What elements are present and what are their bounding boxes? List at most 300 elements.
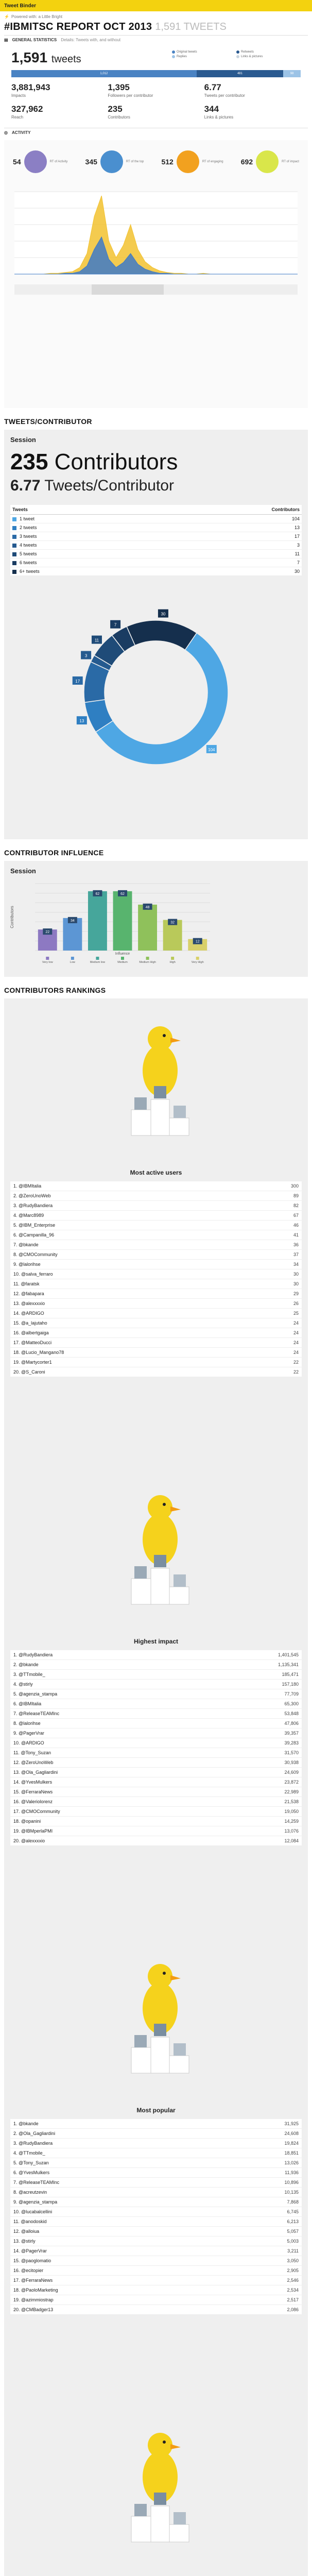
ranking-name[interactable]: 14. @ARDIGO <box>13 1311 44 1316</box>
tweet-type-legend <box>172 50 301 58</box>
ranking-name[interactable]: 10. @lucabalcellini <box>13 2209 53 2214</box>
ranking-row[interactable] <box>10 1250 302 1260</box>
total-tweets <box>11 49 81 66</box>
ranking-row[interactable] <box>10 1758 302 1768</box>
activity-heading <box>4 128 308 137</box>
ranking-row[interactable] <box>10 1328 302 1338</box>
influence-value-label: 34 <box>70 919 75 923</box>
table-row-value: 17 <box>294 534 300 539</box>
donut-label: 13 <box>79 719 84 724</box>
ranking-row[interactable] <box>10 2129 302 2139</box>
ranking-value: 5,057 <box>287 2229 299 2234</box>
ranking-value: 31,925 <box>284 2121 299 2126</box>
influence-legend-swatch-icon <box>121 957 124 960</box>
podium-second <box>131 1579 151 1604</box>
ranking-row[interactable] <box>10 1181 302 1191</box>
influence-session-label: Session <box>10 867 36 875</box>
ranking-name[interactable]: 9. @PagerVrar <box>13 1731 44 1736</box>
table-row-value: 13 <box>294 525 300 530</box>
ranking-row[interactable] <box>10 2158 302 2168</box>
table-row-label-wrap <box>12 534 37 539</box>
table-row-label: 1 tweet <box>20 516 35 521</box>
ranking-row[interactable] <box>10 1719 302 1728</box>
general-stats-title: GENERAL STATISTICS <box>12 38 57 42</box>
ranking-row[interactable] <box>10 1817 302 1826</box>
ranking-name[interactable]: 9. @lalorihse <box>13 1262 41 1267</box>
ranking-row[interactable] <box>10 1299 302 1309</box>
ranking-value: 24 <box>293 1330 299 1335</box>
influence-value-label: 62 <box>95 892 100 896</box>
ranking-row[interactable] <box>10 1709 302 1719</box>
ranking-row[interactable] <box>10 1211 302 1221</box>
general-stats-heading <box>4 35 308 44</box>
table-row-label: 6+ tweets <box>20 569 40 574</box>
ranking-name[interactable]: 19. @Martycorter1 <box>13 1360 52 1365</box>
podium-illustration <box>10 1009 310 1163</box>
ranking-row[interactable] <box>10 2256 302 2266</box>
tweet-type-segment: 481 <box>197 70 284 77</box>
ranking-value: 185,471 <box>282 1672 299 1677</box>
meta-text: Powered with: a Little Bright <box>11 14 63 19</box>
ranking-value: 53,848 <box>284 1711 299 1716</box>
ranking-value: 2,534 <box>287 2287 299 2293</box>
brand-bar <box>0 0 312 11</box>
ranking-value: 22 <box>293 1360 299 1365</box>
ranking-name[interactable]: 7. @ReleaseTEAMInc <box>13 1711 60 1716</box>
ranking-name[interactable]: 8. @CMOCommunity <box>13 1252 58 1257</box>
donut-wrap <box>4 600 308 785</box>
ranking-row[interactable] <box>10 1279 302 1289</box>
mascot-beak <box>170 2444 181 2449</box>
ranking-row[interactable] <box>10 1699 302 1709</box>
ranking-block <box>10 1946 302 2315</box>
activity-circle-label: RT of Activity <box>49 160 68 163</box>
session-label: Session <box>10 436 36 444</box>
tweet-type-bar <box>11 70 301 77</box>
tweet-type-segment: 1,012 <box>11 70 197 77</box>
ranking-row[interactable] <box>10 2266 302 2276</box>
ranking-row[interactable] <box>10 1836 302 1846</box>
ranking-name[interactable]: 17. @MatteoDucci <box>13 1340 52 1345</box>
ranking-row[interactable] <box>10 1680 302 1689</box>
report-tweet-count: 1,591 TWEETS <box>155 21 227 32</box>
ranking-value: 10,135 <box>284 2190 299 2195</box>
ranking-value: 5,003 <box>287 2239 299 2244</box>
ranking-value: 18,851 <box>284 2150 299 2156</box>
stat-label: Reach <box>11 115 24 120</box>
rankings-heading: CONTRIBUTORS RANKINGS <box>4 986 106 994</box>
ranking-row[interactable] <box>10 2207 302 2217</box>
ranking-name[interactable]: 18. @PaoloMarketing <box>13 2287 58 2293</box>
ranking-row[interactable] <box>10 2285 302 2295</box>
ranking-value: 39,283 <box>284 1740 299 1745</box>
ranking-value: 2,905 <box>287 2268 299 2273</box>
ranking-value: 41 <box>293 1232 299 1238</box>
ranking-row[interactable] <box>10 1367 302 1377</box>
activity-circle-label: RT of impact <box>282 160 299 163</box>
third-avatar <box>174 2512 186 2524</box>
mascot-eye <box>163 1034 166 1037</box>
ranking-name[interactable]: 2. @ZeroUnoWeb <box>13 1193 51 1198</box>
ranking-row[interactable] <box>10 1728 302 1738</box>
tweets-donut-chart <box>63 600 249 785</box>
winner-avatar <box>154 1555 166 1567</box>
influence-chart <box>4 873 308 976</box>
activity-plot-area <box>14 192 298 274</box>
ranking-name[interactable]: 5. @Tony_Suzan <box>13 2160 49 2165</box>
ranking-name[interactable]: 5. @IBM_Enterprise <box>13 1223 56 1228</box>
stat-label: Tweets per contributor <box>204 93 245 98</box>
ranking-value: 13,076 <box>284 1828 299 1834</box>
table-row <box>10 523 302 532</box>
mascot-eye <box>163 1503 166 1506</box>
ranking-name[interactable]: 12. @fabapara <box>13 1291 44 1296</box>
stat-label: Impacts <box>11 93 26 98</box>
table-row-swatch-icon <box>12 526 16 530</box>
mascot-head <box>148 1964 172 1989</box>
ranking-row[interactable] <box>10 1738 302 1748</box>
ranking-value: 39,357 <box>284 1731 299 1736</box>
podium-first <box>151 2506 169 2542</box>
ranking-name[interactable]: 11. @anodoskid <box>13 2219 47 2224</box>
podium-illustration <box>10 1946 310 2101</box>
ranking-name[interactable]: 13. @stirly <box>13 2239 36 2244</box>
table-row-label: 3 tweets <box>20 534 37 539</box>
podium-third <box>169 2524 189 2542</box>
table-row-swatch-icon <box>12 561 16 565</box>
stat-item <box>108 104 204 120</box>
ranking-row[interactable] <box>10 1358 302 1367</box>
ranking-title: Highest impact <box>133 1638 178 1645</box>
ranking-row[interactable] <box>10 2236 302 2246</box>
ranking-name[interactable]: 6. @Campanilla_96 <box>13 1232 55 1238</box>
table-row-swatch-icon <box>12 552 16 556</box>
report-title: #IBMITSC REPORT OCT 2013 <box>4 21 152 32</box>
total-tweets-value: 1,591 <box>11 49 48 65</box>
table-row <box>10 541 302 550</box>
legend-swatch-icon <box>236 50 239 54</box>
brand-name[interactable]: Tweet Binder <box>4 3 37 9</box>
ranking-row[interactable] <box>10 1240 302 1250</box>
table-row-swatch-icon <box>12 517 16 521</box>
table-row-label-wrap <box>12 569 40 574</box>
activity-range-handle[interactable] <box>92 284 164 295</box>
ranking-row[interactable] <box>10 1797 302 1807</box>
ranking-value: 3,050 <box>287 2258 299 2263</box>
ranking-value: 2,517 <box>287 2297 299 2302</box>
ranking-name[interactable]: 13. @alexxxxio <box>13 1301 45 1306</box>
podium-first <box>151 1099 169 1136</box>
activity-circle-label: RT of the top <box>126 160 144 163</box>
influence-category-label: Low <box>70 961 75 964</box>
ranking-row[interactable] <box>10 1191 302 1201</box>
ranking-value: 25 <box>293 1311 299 1316</box>
bars-icon: ▤ <box>4 38 8 42</box>
podium-third <box>169 1587 189 1604</box>
ranking-name[interactable]: 20. @alexxxxio <box>13 1838 45 1843</box>
activity-circle-value: 512 <box>161 158 174 166</box>
activity-circle-dot <box>24 150 47 173</box>
ranking-row[interactable] <box>10 2246 302 2256</box>
ranking-value: 30 <box>293 1272 299 1277</box>
ratio-label: Tweets/Contributor <box>44 477 174 494</box>
ranking-row[interactable] <box>10 2305 302 2315</box>
ranking-row[interactable] <box>10 1338 302 1348</box>
ranking-name[interactable]: 5. @agenzia_stampa <box>13 1691 58 1697</box>
stats-grid <box>11 82 301 120</box>
stat-value: 3,881,943 <box>11 82 50 92</box>
ranking-name[interactable]: 15. @FerraraNews <box>13 1789 53 1794</box>
influence-category-label: Very low <box>42 961 53 964</box>
ranking-name[interactable]: 8. @lalorihse <box>13 1721 41 1726</box>
ranking-name[interactable]: 14. @PagerVrar <box>13 2248 47 2253</box>
table-row-label-wrap <box>12 551 37 556</box>
ranking-name[interactable]: 16. @Valeriolorenz <box>13 1799 53 1804</box>
ranking-name[interactable]: 1. @RudyBandiera <box>13 1652 53 1657</box>
ranking-name[interactable]: 1. @bkande <box>13 2121 39 2126</box>
ranking-name[interactable]: 17. @CMOCommunity <box>13 1809 60 1814</box>
influence-category-label: Medium <box>117 961 128 964</box>
table-row-label-wrap <box>12 525 37 530</box>
ranking-name[interactable]: 12. @alloiua <box>13 2229 40 2234</box>
ranking-list <box>10 2119 302 2315</box>
ranking-name[interactable]: 2. @Ola_Gagliardini <box>13 2131 56 2136</box>
ranking-row[interactable] <box>10 2295 302 2305</box>
ranking-name[interactable]: 8. @acreutzevin <box>13 2190 47 2195</box>
ranking-row[interactable] <box>10 1269 302 1279</box>
ranking-row[interactable] <box>10 1807 302 1817</box>
influence-xlabel: Influence <box>115 952 130 956</box>
table-row-value: 7 <box>297 560 300 565</box>
ranking-title: Most active users <box>130 1169 182 1176</box>
ranking-name[interactable]: 16. @ecitopier <box>13 2268 44 2273</box>
ranking-row[interactable] <box>10 1230 302 1240</box>
ranking-name[interactable]: 1. @IBMItalia <box>13 1183 42 1189</box>
donut-label: 104 <box>208 747 215 752</box>
influence-legend-swatch-icon <box>146 957 149 960</box>
legend-item: Links & pictures <box>236 55 301 58</box>
ranking-name[interactable]: 2. @bkande <box>13 1662 39 1667</box>
table-row-label: 5 tweets <box>20 551 37 556</box>
ranking-row[interactable] <box>10 2178 302 2188</box>
ranking-name[interactable]: 3. @RudyBandiera <box>13 1203 53 1208</box>
ranking-row[interactable] <box>10 1660 302 1670</box>
podium-second <box>131 1110 151 1136</box>
meta-row <box>0 11 312 19</box>
table-row-value: 11 <box>294 551 300 556</box>
table-row-label-wrap <box>12 543 37 548</box>
activity-circle-dot <box>100 150 123 173</box>
rankings-panel <box>4 998 308 2576</box>
ranking-name[interactable]: 19. @azimmiostrap <box>13 2297 54 2302</box>
ranking-row[interactable] <box>10 1787 302 1797</box>
influence-heading: CONTRIBUTOR INFLUENCE <box>4 849 104 857</box>
ranking-value: 157,180 <box>282 1682 299 1687</box>
influence-value-label: 22 <box>45 930 50 935</box>
activity-circle-value: 345 <box>85 158 97 166</box>
ranking-row[interactable] <box>10 2197 302 2207</box>
activity-panel <box>4 140 308 408</box>
ranking-value: 24 <box>293 1350 299 1355</box>
ranking-value: 65,300 <box>284 1701 299 1706</box>
ranking-row[interactable] <box>10 2148 302 2158</box>
ranking-name[interactable]: 6. @YvesMulkers <box>13 2170 50 2175</box>
table-row <box>10 567 302 576</box>
winner-avatar <box>154 1086 166 1098</box>
ranking-name[interactable]: 4. @TTmobile_ <box>13 2150 45 2156</box>
stat-value: 327,962 <box>11 104 43 114</box>
ranking-row[interactable] <box>10 1289 302 1299</box>
ranking-value: 3,211 <box>287 2248 299 2253</box>
podium-second <box>131 2047 151 2073</box>
ranking-value: 24 <box>293 1320 299 1326</box>
ranking-name[interactable]: 16. @albertgaiga <box>13 1330 49 1335</box>
ranking-list <box>10 1650 302 1846</box>
activity-chart <box>4 181 308 387</box>
ranking-name[interactable]: 15. @paoglomatio <box>13 2258 51 2263</box>
ranking-list <box>10 1181 302 1377</box>
ranking-name[interactable]: 10. @ARDIGO <box>13 1740 44 1745</box>
table-row-label: 6 tweets <box>20 560 37 565</box>
ranking-value: 19,824 <box>284 2141 299 2146</box>
ranking-name[interactable]: 4. @Marc8989 <box>13 1213 44 1218</box>
influence-legend-swatch-icon <box>71 957 74 960</box>
ranking-block <box>10 1009 302 1377</box>
ranking-name[interactable]: 17. @FerraraNews <box>13 2278 53 2283</box>
ranking-row[interactable] <box>10 2168 302 2178</box>
ranking-name[interactable]: 3. @TTmobile_ <box>13 1672 45 1677</box>
ranking-name[interactable]: 7. @bkande <box>13 1242 39 1247</box>
ranking-value: 12,084 <box>284 1838 299 1843</box>
ranking-value: 37 <box>293 1252 299 1257</box>
table-header-tweets: Tweets <box>12 507 28 512</box>
ranking-row[interactable] <box>10 2139 302 2148</box>
ranking-row[interactable] <box>10 1201 302 1211</box>
ranking-row[interactable] <box>10 1777 302 1787</box>
ranking-row[interactable] <box>10 2188 302 2197</box>
stat-label: Followers per contributor <box>108 93 153 98</box>
ranking-title: Most popular <box>136 2107 176 2114</box>
ranking-name[interactable]: 15. @a_lajutaho <box>13 1320 47 1326</box>
ranking-row[interactable] <box>10 1318 302 1328</box>
ranking-value: 89 <box>293 1193 299 1198</box>
table-row <box>10 515 302 523</box>
ranking-row[interactable] <box>10 2119 302 2129</box>
influence-legend-swatch-icon <box>196 957 199 960</box>
table-row <box>10 550 302 558</box>
ranking-row[interactable] <box>10 1309 302 1318</box>
ranking-value: 14,259 <box>284 1819 299 1824</box>
podium-second <box>131 2516 151 2542</box>
tweets-contributor-panel <box>4 430 308 839</box>
activity-circles <box>4 150 308 173</box>
ranking-value: 24,609 <box>284 1770 299 1775</box>
ranking-row[interactable] <box>10 2227 302 2236</box>
ranking-row[interactable] <box>10 1768 302 1777</box>
influence-value-label: 48 <box>145 905 150 909</box>
influence-bar <box>138 905 157 951</box>
ranking-row[interactable] <box>10 1221 302 1230</box>
ranking-row[interactable] <box>10 1260 302 1269</box>
ranking-name[interactable]: 7. @ReleaseTEAMInc <box>13 2180 60 2185</box>
influence-bar <box>113 891 132 951</box>
stat-item <box>108 82 204 98</box>
activity-circle <box>161 150 223 173</box>
ranking-row[interactable] <box>10 1670 302 1680</box>
ranking-name[interactable]: 18. @opanini <box>13 1819 41 1824</box>
podium-illustration <box>10 2415 310 2570</box>
influence-legend-swatch-icon <box>46 957 49 960</box>
table-body <box>10 515 302 576</box>
ranking-row[interactable] <box>10 1689 302 1699</box>
table-row-label-wrap <box>12 560 37 565</box>
ranking-name[interactable]: 4. @stirly <box>13 1682 33 1687</box>
ranking-value: 19,050 <box>284 1809 299 1814</box>
ranking-value: 34 <box>293 1262 299 1267</box>
legend-item: Retweets <box>236 50 301 54</box>
ranking-name[interactable]: 20. @CMBadger13 <box>13 2307 54 2312</box>
ranking-value: 11,936 <box>285 2170 299 2175</box>
ranking-row[interactable] <box>10 1826 302 1836</box>
ranking-name[interactable]: 12. @ZeroUnoWeb <box>13 1760 54 1765</box>
tweets-distribution-table <box>10 505 302 576</box>
activity-icon: ◎ <box>4 130 8 135</box>
ranking-name[interactable]: 3. @RudyBandiera <box>13 2141 53 2146</box>
ranking-name[interactable]: 11. @faratsk <box>13 1281 40 1286</box>
ranking-value: 24,608 <box>284 2131 299 2136</box>
ranking-row[interactable] <box>10 1650 302 1660</box>
ranking-name[interactable]: 14. @YvesMulkers <box>13 1780 53 1785</box>
stat-item <box>204 82 301 98</box>
ranking-value: 67 <box>293 1213 299 1218</box>
stat-item <box>11 104 108 120</box>
ranking-name[interactable]: 11. @Tony_Suzan <box>13 1750 51 1755</box>
stat-value: 235 <box>108 104 123 114</box>
second-avatar <box>134 1097 147 1110</box>
second-avatar <box>134 2035 147 2047</box>
influence-category-label: Very High <box>191 961 204 964</box>
table-row-swatch-icon <box>12 570 16 574</box>
activity-circle <box>241 150 299 173</box>
influence-value-label: 32 <box>170 921 175 925</box>
table-row-value: 3 <box>297 543 300 548</box>
legend-swatch-icon <box>172 55 175 58</box>
ranking-name[interactable]: 6. @IBMItalia <box>13 1701 42 1706</box>
ranking-value: 22 <box>293 1369 299 1375</box>
ratio-value: 6.77 <box>10 477 41 494</box>
podium-first <box>151 2037 169 2073</box>
stat-item <box>204 104 301 120</box>
table-row-value: 104 <box>291 516 300 521</box>
activity-circle <box>85 150 144 173</box>
ranking-name[interactable]: 13. @Ola_Gagliardini <box>13 1770 58 1775</box>
ranking-name[interactable]: 20. @S_Caroni <box>13 1369 45 1375</box>
ranking-name[interactable]: 18. @Lucio_Mangano78 <box>13 1350 64 1355</box>
ranking-row[interactable] <box>10 1348 302 1358</box>
ranking-name[interactable]: 19. @IBMperlaPMI <box>13 1828 53 1834</box>
ranking-value: 2,546 <box>287 2278 299 2283</box>
mascot-beak <box>170 1038 181 1043</box>
ranking-row[interactable] <box>10 2276 302 2285</box>
ranking-row[interactable] <box>10 1748 302 1758</box>
ranking-name[interactable]: 10. @salva_ferraro <box>13 1272 53 1277</box>
podium-third <box>169 2056 189 2073</box>
ranking-row[interactable] <box>10 2217 302 2227</box>
influence-legend-swatch-icon <box>171 957 174 960</box>
ranking-value: 7,868 <box>287 2199 299 2205</box>
ranking-name[interactable]: 9. @agenzia_stampa <box>13 2199 58 2205</box>
table-header-contributors: Contributors <box>271 507 300 512</box>
